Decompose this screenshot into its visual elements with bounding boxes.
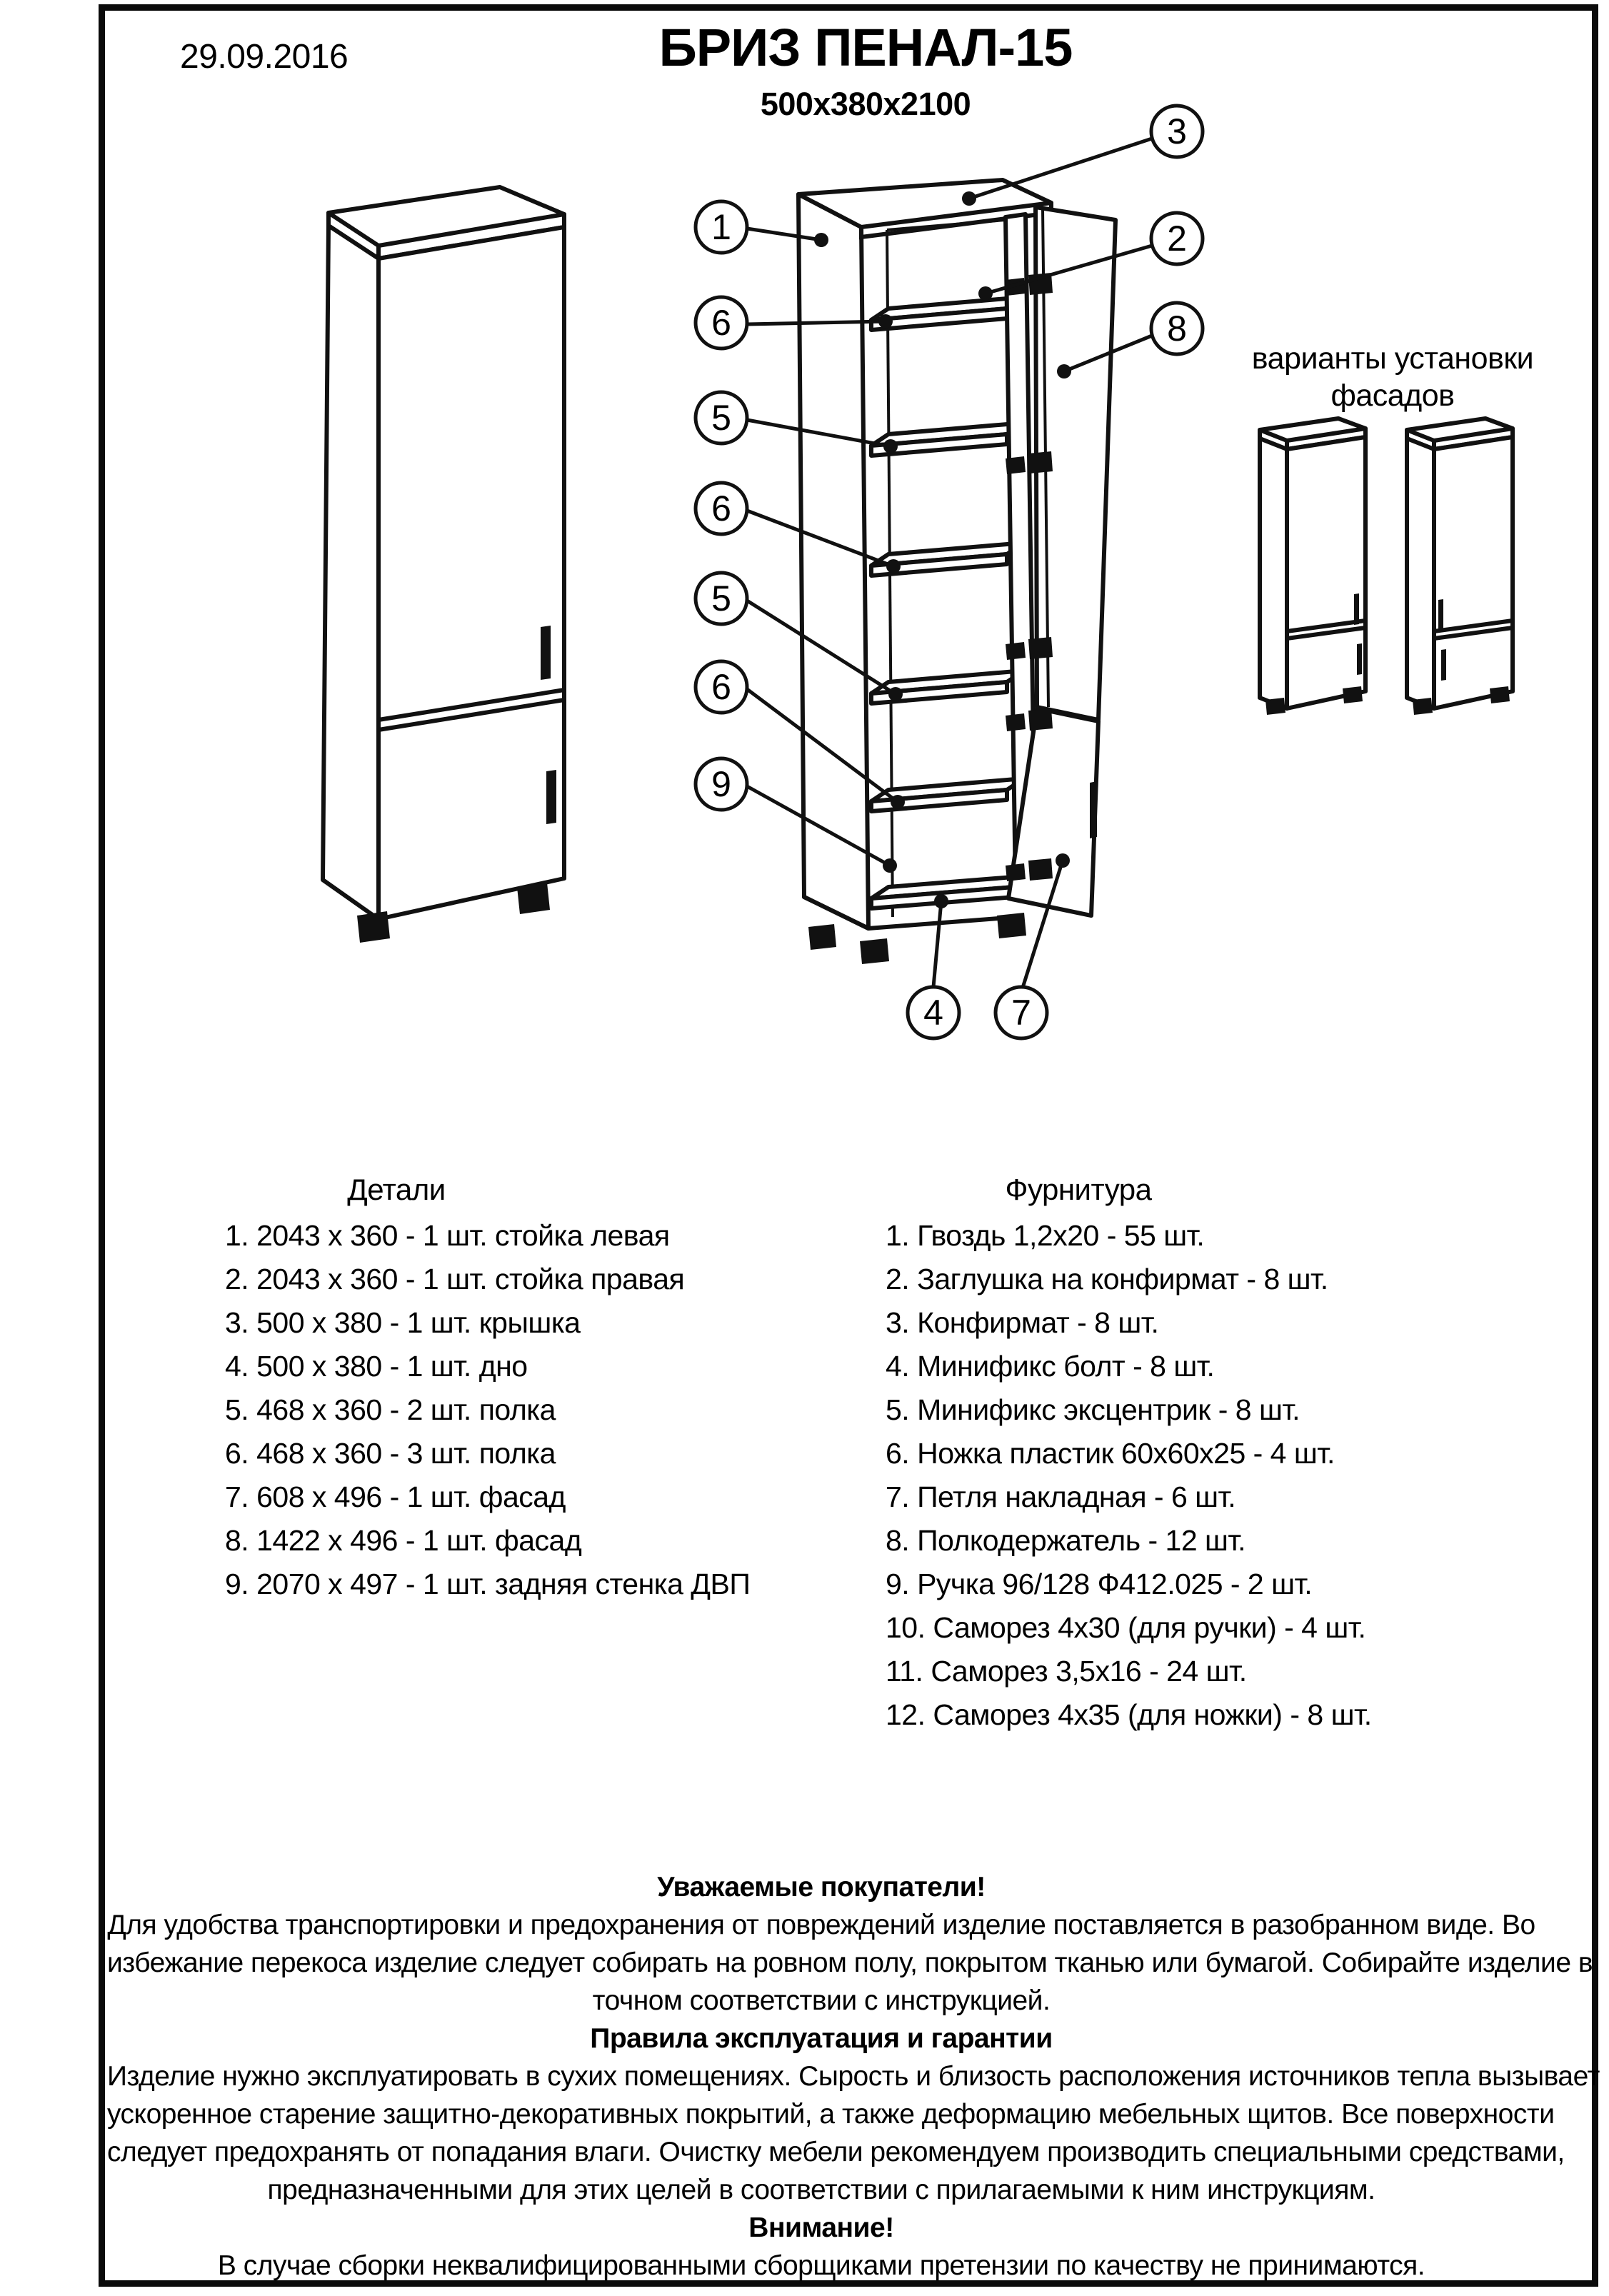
assembly-diagram xyxy=(0,0,1609,1050)
list-item: 2. Заглушка на конфирмат - 8 шт. xyxy=(886,1263,1328,1295)
callout-dot xyxy=(934,894,948,908)
notes-line: точном соответствии с инструкцией. xyxy=(592,1985,1051,2016)
notes-heading: Правила эксплуатация и гарантии xyxy=(590,2023,1053,2054)
list-item: 9. Ручка 96/128 Ф412.025 - 2 шт. xyxy=(886,1568,1313,1600)
callout-dot xyxy=(814,233,828,247)
upper-door-handle xyxy=(1438,599,1443,631)
callout-number: 5 xyxy=(711,578,731,618)
lower-door-handle xyxy=(546,770,556,824)
notes-line: В случае сборки неквалифицированными сборщиками претензии по качеству не принимаются. xyxy=(217,2250,1425,2281)
facade-variants-label-line2: фасадов xyxy=(1330,379,1455,413)
notes-line: следует предохранять от попадания влаги. Очистку мебели рекомендуем производить специальными средствами, xyxy=(107,2137,1565,2167)
cabinet-foot xyxy=(860,938,889,964)
list-item: 7. Петля накладная - 6 шт. xyxy=(886,1480,1236,1513)
list-item: 9. 2070 х 497 - 1 шт. задняя стенка ДВП xyxy=(225,1568,751,1600)
callout-dot xyxy=(978,286,993,301)
callout-number: 9 xyxy=(711,764,731,804)
parts-list-title: Детали xyxy=(347,1173,446,1206)
notes-heading: Уважаемые покупатели! xyxy=(657,1872,986,1903)
callout-number: 3 xyxy=(1167,111,1187,151)
callout-number: 5 xyxy=(711,398,731,438)
plinth-edge xyxy=(868,917,1017,928)
callout-number: 1 xyxy=(711,207,731,247)
cabinet-foot xyxy=(517,883,550,914)
callout-number: 6 xyxy=(711,488,731,528)
document-date: 29.09.2016 xyxy=(180,38,349,76)
upper-door-handle xyxy=(541,626,551,680)
callout-number: 6 xyxy=(711,303,731,343)
callout-dot xyxy=(962,191,976,206)
customer-notes xyxy=(107,1868,1600,2285)
notes-line: предназначенными для этих целей в соответствии с прилагаемыми к ним инструкциям. xyxy=(267,2175,1375,2205)
upper-door-handle xyxy=(1354,593,1359,625)
notes-line: Изделие нужно эксплуатировать в сухих помещениях. Сырость и близость расположения источников тепла вызывает xyxy=(107,2061,1600,2092)
cabinet-foot xyxy=(808,924,836,950)
list-item: 8. 1422 х 496 - 1 шт. фасад xyxy=(225,1524,582,1557)
list-item: 3. Конфирмат - 8 шт. xyxy=(886,1306,1159,1339)
cabinet-foot xyxy=(357,911,390,943)
page-title: БРИЗ ПЕНАЛ-15 xyxy=(658,18,1073,77)
left-side-panel xyxy=(798,194,868,928)
list-item: 4. Минификс болт - 8 шт. xyxy=(886,1350,1215,1383)
list-item: 6. 468 х 360 - 3 шт. полка xyxy=(225,1437,556,1470)
variant-right-hinged-cabinet xyxy=(1407,418,1513,715)
callout-number: 6 xyxy=(711,667,731,707)
list-item: 11. Саморез 3,5х16 - 24 шт. xyxy=(886,1655,1247,1688)
list-item: 10. Саморез 4х30 (для ручки) - 4 шт. xyxy=(886,1611,1366,1644)
callout-dot xyxy=(1057,364,1071,379)
cabinet-front-doors xyxy=(379,227,564,919)
list-item: 3. 500 х 380 - 1 шт. крышка xyxy=(225,1306,581,1339)
variant-left-hinged-cabinet xyxy=(1260,418,1365,715)
list-item: 7. 608 х 496 - 1 шт. фасад xyxy=(225,1480,566,1513)
hardware-list xyxy=(886,1214,1372,1737)
callout-dot xyxy=(1056,853,1070,868)
callout-dot xyxy=(883,858,897,873)
cabinet-side-panel xyxy=(323,226,379,919)
cabinet-foot xyxy=(997,913,1026,938)
callout-dot xyxy=(888,687,903,701)
list-item: 8. Полкодержатель - 12 шт. xyxy=(886,1524,1246,1557)
notes-line: Для удобства транспортировки и предохранения от повреждений изделие поставляется в разобранном виде. Во xyxy=(107,1910,1535,1940)
list-item: 1. Гвоздь 1,2х20 - 55 шт. xyxy=(886,1219,1205,1252)
product-dimensions: 500х380х2100 xyxy=(760,86,971,122)
cabinet-foot xyxy=(1265,698,1285,715)
exploded-cabinet-drawing xyxy=(798,180,1116,964)
lower-door-handle xyxy=(1441,649,1446,681)
callout-number: 7 xyxy=(1011,993,1031,1033)
callout-number: 2 xyxy=(1167,219,1187,259)
callout-dot xyxy=(878,314,893,329)
hardware-list-title: Фурнитура xyxy=(1005,1173,1152,1206)
list-item: 12. Саморез 4х35 (для ножки) - 8 шт. xyxy=(886,1698,1372,1731)
lower-door-handle xyxy=(1357,643,1362,675)
list-item: 2. 2043 х 360 - 1 шт. стойка правая xyxy=(225,1263,685,1295)
facade-variants-label-line1: варианты установки xyxy=(1251,341,1534,376)
cabinet-foot xyxy=(1343,686,1363,703)
callout-number: 4 xyxy=(923,993,943,1033)
parts-list xyxy=(225,1214,750,1606)
notes-line: ускоренное старение защитно-декоративных покрытий, а также деформацию мебельных щитов. Все поверхности xyxy=(107,2099,1555,2130)
cabinet-foot xyxy=(1413,698,1433,715)
callout-number: 8 xyxy=(1167,309,1187,349)
notes-line: избежание перекоса изделие следует собирать на ровном полу, покрытом тканью или бумагой. Собирайте изделие в xyxy=(107,1947,1593,1978)
callout-dot xyxy=(891,795,905,809)
list-item: 1. 2043 х 360 - 1 шт. стойка левая xyxy=(225,1219,670,1252)
lower-facade-door-handle xyxy=(1090,781,1097,838)
list-item: 6. Ножка пластик 60х60х25 - 4 шт. xyxy=(886,1437,1335,1470)
list-item: 5. 468 х 360 - 2 шт. полка xyxy=(225,1393,556,1426)
callout-dot xyxy=(886,559,901,573)
callout-dot xyxy=(883,439,898,453)
notes-heading: Внимание! xyxy=(748,2212,894,2243)
facade-variants-drawing xyxy=(1260,418,1513,715)
list-item: 5. Минификс эксцентрик - 8 шт. xyxy=(886,1393,1300,1426)
cabinet-foot xyxy=(1490,686,1510,703)
shelf xyxy=(871,297,1024,330)
assembled-cabinet-drawing xyxy=(323,187,564,943)
list-item: 4. 500 х 380 - 1 шт. дно xyxy=(225,1350,528,1383)
